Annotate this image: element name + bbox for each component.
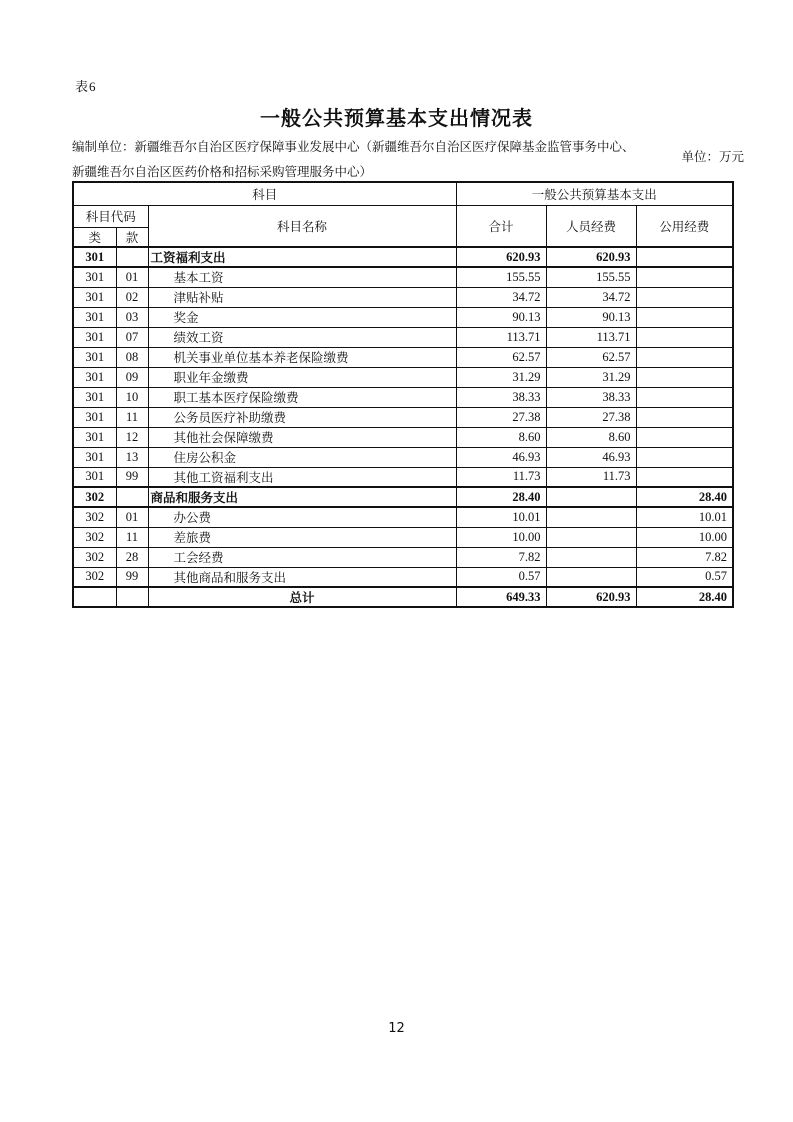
personnel-column-header: 人员经费: [546, 205, 636, 247]
subject-name-cell: 商品和服务支出: [148, 487, 456, 507]
public-column-header: 公用经费: [636, 205, 733, 247]
personnel-value-cell: [546, 567, 636, 587]
header-row-groups: [73, 182, 733, 205]
table-row: [73, 507, 733, 527]
item-code-cell: [116, 487, 148, 507]
class-code-cell: 301: [73, 447, 116, 467]
item-code-cell: 01: [116, 507, 148, 527]
public-value-cell: [636, 467, 733, 487]
class-code-cell: 301: [73, 287, 116, 307]
item-code-cell: [116, 587, 148, 607]
table-row: [73, 327, 733, 347]
personnel-value-cell: 155.55: [546, 267, 636, 287]
header-row-columns: [73, 205, 733, 227]
public-value-cell: 0.57: [636, 567, 733, 587]
personnel-value-cell: 31.29: [546, 367, 636, 387]
public-value-cell: [636, 347, 733, 367]
table-row: [73, 547, 733, 567]
item-code-cell: 01: [116, 267, 148, 287]
total-value-cell: 10.01: [456, 507, 546, 527]
personnel-value-cell: 113.71: [546, 327, 636, 347]
personnel-value-cell: 62.57: [546, 347, 636, 367]
total-value-cell: 113.71: [456, 327, 546, 347]
total-value-cell: 7.82: [456, 547, 546, 567]
table-row: [73, 387, 733, 407]
subject-name-cell: 公务员医疗补助缴费: [148, 407, 456, 427]
subject-name-cell: 其他社会保障缴费: [148, 427, 456, 447]
total-value-cell: 90.13: [456, 307, 546, 327]
table-row: [73, 267, 733, 287]
item-code-cell: 12: [116, 427, 148, 447]
class-code-cell: 302: [73, 487, 116, 507]
class-code-cell: 302: [73, 527, 116, 547]
personnel-value-cell: 11.73: [546, 467, 636, 487]
table-row: [73, 287, 733, 307]
public-value-cell: 7.82: [636, 547, 733, 567]
personnel-value-cell: 38.33: [546, 387, 636, 407]
subject-name-cell: 其他工资福利支出: [148, 467, 456, 487]
item-code-cell: 99: [116, 467, 148, 487]
item-code-cell: 03: [116, 307, 148, 327]
table-row: [73, 527, 733, 547]
personnel-value-cell: [546, 507, 636, 527]
subject-name-cell: 职业年金缴费: [148, 367, 456, 387]
class-code-cell: 301: [73, 407, 116, 427]
public-value-cell: 10.01: [636, 507, 733, 527]
table-row: [73, 467, 733, 487]
total-value-cell: 28.40: [456, 487, 546, 507]
class-code-cell: 301: [73, 327, 116, 347]
item-code-cell: 99: [116, 567, 148, 587]
public-value-cell: [636, 287, 733, 307]
table-row: [73, 427, 733, 447]
class-code-cell: 302: [73, 567, 116, 587]
personnel-value-cell: 46.93: [546, 447, 636, 467]
total-value-cell: 155.55: [456, 267, 546, 287]
subject-name-cell: 其他商品和服务支出: [148, 567, 456, 587]
total-value-cell: 8.60: [456, 427, 546, 447]
total-value-cell: 46.93: [456, 447, 546, 467]
total-value-cell: 0.57: [456, 567, 546, 587]
public-value-cell: [636, 327, 733, 347]
table-row: [73, 447, 733, 467]
subject-name-header: 科目名称: [148, 205, 456, 247]
page-number: 12: [388, 1021, 405, 1036]
class-code-cell: 301: [73, 307, 116, 327]
item-code-cell: 02: [116, 287, 148, 307]
personnel-value-cell: 620.93: [546, 247, 636, 267]
budget-table: [72, 181, 734, 608]
subject-group-header: 科目: [73, 182, 456, 205]
subject-name-cell: 基本工资: [148, 267, 456, 287]
subject-name-cell: 总计: [148, 587, 456, 607]
class-code-cell: [73, 587, 116, 607]
item-code-cell: 07: [116, 327, 148, 347]
table-row: [73, 247, 733, 267]
total-value-cell: 31.29: [456, 367, 546, 387]
public-value-cell: [636, 247, 733, 267]
prepared-by-line2: 新疆维吾尔自治区医药价格和招标采购管理服务中心）: [72, 165, 373, 179]
total-value-cell: 38.33: [456, 387, 546, 407]
table-row: [73, 347, 733, 367]
prepared-by: [72, 135, 635, 185]
class-code-cell: 301: [73, 267, 116, 287]
prepared-by-line1: 编制单位：新疆维吾尔自治区医疗保障事业发展中心（新疆维吾尔自治区医疗保障基金监管事务中心、: [72, 140, 635, 154]
item-code-cell: 11: [116, 407, 148, 427]
subject-name-cell: 工资福利支出: [148, 247, 456, 267]
public-value-cell: 28.40: [636, 487, 733, 507]
budget-group-header: 一般公共预算基本支出: [456, 182, 733, 205]
public-value-cell: [636, 367, 733, 387]
item-column-header: 款: [116, 227, 148, 247]
total-value-cell: 10.00: [456, 527, 546, 547]
subject-name-cell: 住房公积金: [148, 447, 456, 467]
public-value-cell: 10.00: [636, 527, 733, 547]
total-value-cell: 27.38: [456, 407, 546, 427]
public-value-cell: [636, 387, 733, 407]
class-code-cell: 301: [73, 427, 116, 447]
subject-name-cell: 差旅费: [148, 527, 456, 547]
public-value-cell: [636, 427, 733, 447]
class-code-cell: 302: [73, 547, 116, 567]
public-value-cell: [636, 267, 733, 287]
table-row: [73, 367, 733, 387]
item-code-cell: 13: [116, 447, 148, 467]
item-code-cell: 10: [116, 387, 148, 407]
subject-name-cell: 工会经费: [148, 547, 456, 567]
class-code-cell: 301: [73, 347, 116, 367]
personnel-value-cell: 34.72: [546, 287, 636, 307]
class-code-cell: 302: [73, 507, 116, 527]
item-code-cell: 28: [116, 547, 148, 567]
subject-name-cell: 办公费: [148, 507, 456, 527]
public-value-cell: [636, 307, 733, 327]
table-row: [73, 567, 733, 587]
subject-name-cell: 绩效工资: [148, 327, 456, 347]
personnel-value-cell: [546, 547, 636, 567]
subject-name-cell: 机关事业单位基本养老保险缴费: [148, 347, 456, 367]
table-row: [73, 407, 733, 427]
subject-name-cell: 津贴补贴: [148, 287, 456, 307]
total-column-header: 合计: [456, 205, 546, 247]
public-value-cell: [636, 447, 733, 467]
personnel-value-cell: [546, 487, 636, 507]
subject-name-cell: 职工基本医疗保险缴费: [148, 387, 456, 407]
personnel-value-cell: 8.60: [546, 427, 636, 447]
total-value-cell: 649.33: [456, 587, 546, 607]
table-row: [73, 307, 733, 327]
page-title: 一般公共预算基本支出情况表: [260, 108, 533, 130]
class-code-cell: 301: [73, 387, 116, 407]
personnel-value-cell: 27.38: [546, 407, 636, 427]
item-code-cell: [116, 247, 148, 267]
table-row-total: [73, 587, 733, 607]
item-code-cell: 08: [116, 347, 148, 367]
subject-code-header: 科目代码: [73, 205, 148, 227]
class-code-cell: 301: [73, 247, 116, 267]
public-value-cell: 28.40: [636, 587, 733, 607]
total-value-cell: 11.73: [456, 467, 546, 487]
subject-name-cell: 奖金: [148, 307, 456, 327]
class-column-header: 类: [73, 227, 116, 247]
personnel-value-cell: [546, 527, 636, 547]
item-code-cell: 09: [116, 367, 148, 387]
item-code-cell: 11: [116, 527, 148, 547]
personnel-value-cell: 90.13: [546, 307, 636, 327]
total-value-cell: 620.93: [456, 247, 546, 267]
personnel-value-cell: 620.93: [546, 587, 636, 607]
total-value-cell: 62.57: [456, 347, 546, 367]
class-code-cell: 301: [73, 467, 116, 487]
public-value-cell: [636, 407, 733, 427]
table-label: 表6: [75, 79, 97, 94]
unit-note: 单位：万元: [681, 150, 744, 164]
total-value-cell: 34.72: [456, 287, 546, 307]
class-code-cell: 301: [73, 367, 116, 387]
table-row: [73, 487, 733, 507]
